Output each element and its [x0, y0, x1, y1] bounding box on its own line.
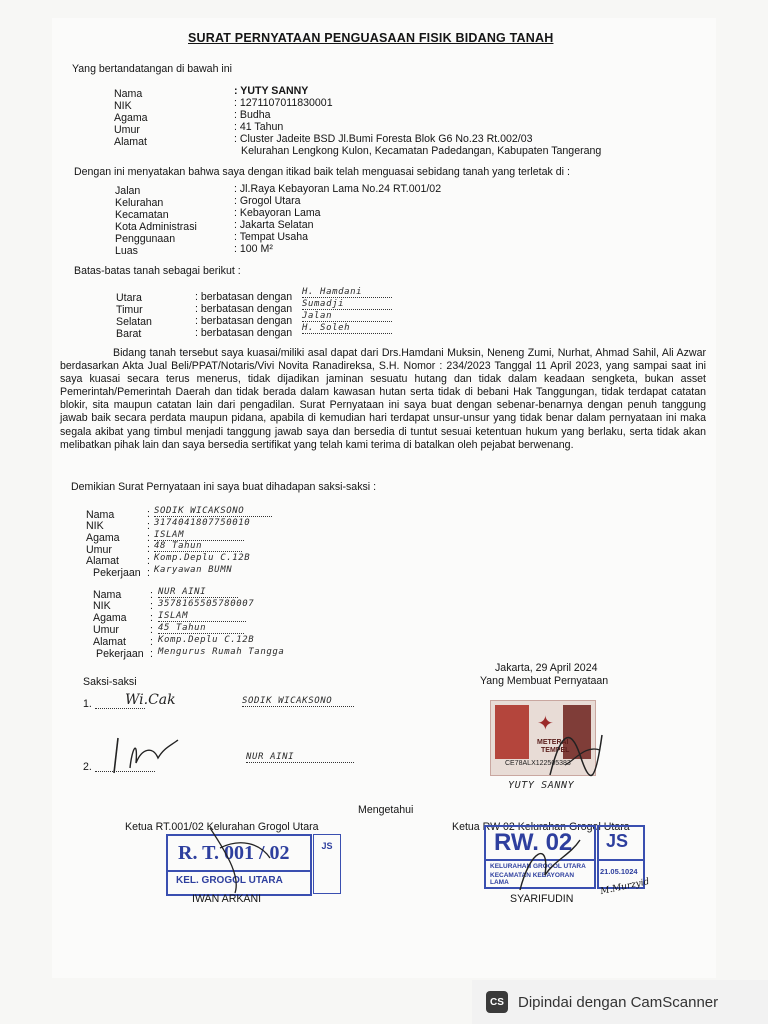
witness-label: Nama — [86, 509, 115, 521]
land-kecamatan: : Kebayoran Lama — [234, 207, 321, 219]
witness-label: Pekerjaan — [93, 567, 141, 579]
declarant-label: NIK — [114, 100, 132, 112]
border-label: Timur — [116, 304, 143, 316]
witness-1-name: SODIK WICAKSONO — [154, 506, 272, 517]
rw-stamp-kelurahan: KELURAHAN GROGOL UTARA — [490, 863, 586, 870]
border-west-value: H. Soleh — [302, 323, 392, 334]
witness-label: NIK — [86, 520, 104, 532]
intro-text: Yang bertandatangan di bawah ini — [72, 63, 233, 75]
rw-stamp-initial: JS — [606, 831, 629, 851]
land-label: Jalan — [115, 185, 141, 197]
statement-text: Bidang tanah tersebut saya kuasai/miliki asal dapat dari Drs.Hamdani Muksin, Neneng Zumi, Nurhat, Ahmad Sahil, Ali Azwar berdasarkan Akta Jual Beli/PPAT/Notaris/Vivi Novita Ranadireksa, S.H. Nomor : 234/2023 Tanggal 11 April 2023, yang sampai saat ini saya kuasai secara terus menerus, tidak dijadikan jaminan sesuatu hutang dan tidak dalam keadaan sengketa, bukan asset Pemerintah/Pemerintah Daerah dan tidak berada dalam kawasan hutan serta tidak di bebani Hak Tanggungan, tidak terdapat catatan blokir, sita maupun catatan lain dari pengadilan. Surat Pernyataan ini saya buat dengan sebenar-benarnya dengan penuh tanggung jawab baik secara perdata maupun pidana, apabila di kemudian hari terdapat unsur-unsur yang tidak benar dalam pernyataan ini maka segala akibat yang timbul menjadi tanggung jawab saya dan bersedia di tuntut sesuai ketentuan hukum yang berlaku, serta tidak akan melibatkan pihak lain dan saya bersedia sertifikat yang telah kami terima di batalkan oleh pejabat berwenang. — [60, 347, 706, 451]
witness-2-job: Mengurus Rumah Tangga — [158, 647, 285, 657]
witness-label: Nama — [93, 589, 122, 601]
saksi-2-signature — [108, 728, 188, 778]
saksi-2-name: NUR AINI — [246, 752, 354, 763]
saksi-number: 1. — [83, 698, 92, 710]
declarant-label: Umur — [114, 124, 140, 136]
border-prefix: : berbatasan dengan — [195, 315, 293, 327]
rw-stamp-number: RW. 02 — [494, 829, 573, 856]
border-south-value: Jalan — [302, 311, 392, 322]
witness-2-age: 45 Tahun — [158, 623, 244, 634]
declarant-religion: : Budha — [234, 109, 271, 121]
rw-title: Ketua RW 02 Kelurahan Grogol Utara — [452, 821, 630, 833]
witness-1-religion: ISLAM — [154, 530, 244, 541]
rt-stamp-initial: JS — [321, 841, 333, 851]
rt-title: Ketua RT.001/02 Kelurahan Grogol Utara — [125, 821, 319, 833]
meterai-label: METERAI — [537, 739, 569, 746]
witness-label: Alamat — [93, 636, 126, 648]
land-label: Luas — [115, 245, 138, 257]
camscanner-footer — [472, 980, 768, 1024]
rt-name: IWAN ARKANI — [192, 893, 262, 905]
rw-name: SYARIFUDIN — [510, 893, 574, 905]
declarant-address: : Cluster Jadeite BSD Jl.Bumi Foresta Blok G6 No.23 Rt.002/03 — [234, 133, 533, 145]
meterai-label-2: TEMPEL — [541, 747, 570, 754]
declarant-nik: : 1271107011830001 — [234, 97, 333, 109]
border-label: Barat — [116, 328, 142, 340]
rt-stamp-kelurahan: KEL. GROGOL UTARA — [176, 875, 283, 886]
witness-1-nik: 3174041807750010 — [154, 518, 251, 528]
witness-1-age: 48 Tahun — [154, 541, 242, 552]
meterai-red-panel — [495, 705, 529, 759]
land-city: : Jakarta Selatan — [234, 219, 314, 231]
witness-label: Umur — [86, 544, 112, 556]
rw-signature-text: M.Murzyid — [599, 876, 651, 898]
witness-1-job: Karyawan BUMN — [154, 565, 233, 575]
place-date: Jakarta, 29 April 2024 — [495, 662, 598, 674]
saksi-number: 2. — [83, 761, 92, 773]
witness-label: Agama — [86, 532, 120, 544]
land-label: Penggunaan — [115, 233, 176, 245]
maker-signature — [540, 715, 610, 790]
maker-title: Yang Membuat Pernyataan — [480, 675, 609, 687]
border-prefix: : berbatasan dengan — [195, 291, 293, 303]
witness-2-address: Komp.Deplu C.12B — [158, 635, 255, 645]
border-prefix: : berbatasan dengan — [195, 303, 293, 315]
witness-label: NIK — [93, 600, 111, 612]
witness-label: Pekerjaan — [96, 648, 144, 660]
land-usage: : Tempat Usaha — [234, 231, 309, 243]
land-street: : Jl.Raya Kebayoran Lama No.24 RT.001/02 — [234, 183, 442, 195]
declarant-label: Nama — [114, 88, 143, 100]
meterai-code: CE78ALX122505383 — [505, 760, 571, 767]
witness-label: Umur — [93, 624, 119, 636]
rt-signature — [190, 818, 280, 898]
declarant-age: : 41 Tahun — [234, 121, 284, 133]
declarant-label: Alamat — [114, 136, 147, 148]
rt-stamp-initial-box — [313, 834, 341, 894]
witness-1-address: Komp.Deplu C.12B — [154, 553, 251, 563]
land-kelurahan: : Grogol Utara — [234, 195, 301, 207]
declarant-address-line2: Kelurahan Lengkong Kulon, Kecamatan Padedangan, Kabupaten Tangerang — [241, 145, 602, 157]
statement-paragraph — [60, 347, 706, 452]
witness-2-nik: 3578165505780007 — [158, 599, 255, 609]
border-label: Utara — [116, 292, 142, 304]
camscanner-text: Dipindai dengan CamScanner — [518, 993, 719, 1011]
witness-2-name: NUR AINI — [158, 587, 238, 598]
maker-name: YUTY SANNY — [508, 780, 575, 791]
land-label: Kelurahan — [115, 197, 164, 209]
saksi-label: Saksi-saksi — [83, 676, 137, 688]
land-intro: Dengan ini menyatakan bahwa saya dengan itikad baik telah menguasai sebidang tanah yang terletak di : — [74, 166, 570, 178]
rw-stamp-date: 21.05.1024 — [600, 867, 638, 876]
witness-label: Agama — [93, 612, 127, 624]
saksi-1-signature: Wi.Cak — [125, 692, 176, 708]
witness-label: Alamat — [86, 555, 119, 567]
rt-stamp-number: R. T. 001 / 02 — [178, 842, 290, 864]
garuda-emblem-icon: ✦ — [537, 713, 554, 735]
land-area: : 100 M² — [234, 243, 273, 255]
camscanner-logo-icon: CS — [486, 991, 508, 1013]
land-label: Kota Administrasi — [115, 221, 197, 233]
borders-intro: Batas-batas tanah sebagai berikut : — [74, 265, 241, 277]
border-east-value: Sumadji — [302, 299, 392, 310]
witness-intro: Demikian Surat Pernyataan ini saya buat dihadapan saksi-saksi : — [71, 481, 377, 493]
border-label: Selatan — [116, 316, 152, 328]
border-north-value: H. Hamdani — [302, 287, 392, 298]
mengetahui-label: Mengetahui — [358, 804, 414, 816]
declarant-name: : YUTY SANNY — [234, 85, 309, 97]
land-label: Kecamatan — [115, 209, 169, 221]
border-prefix: : berbatasan dengan — [195, 327, 293, 339]
saksi-1-name: SODIK WICAKSONO — [242, 696, 354, 707]
rw-stamp-kecamatan: KECAMATAN KEBAYORAN LAMA — [490, 872, 575, 886]
witness-2-religion: ISLAM — [158, 611, 246, 622]
declarant-label: Agama — [114, 112, 148, 124]
rw-signature — [510, 830, 590, 900]
document-title: SURAT PERNYATAAN PENGUASAAN FISIK BIDANG TANAH — [188, 31, 554, 45]
